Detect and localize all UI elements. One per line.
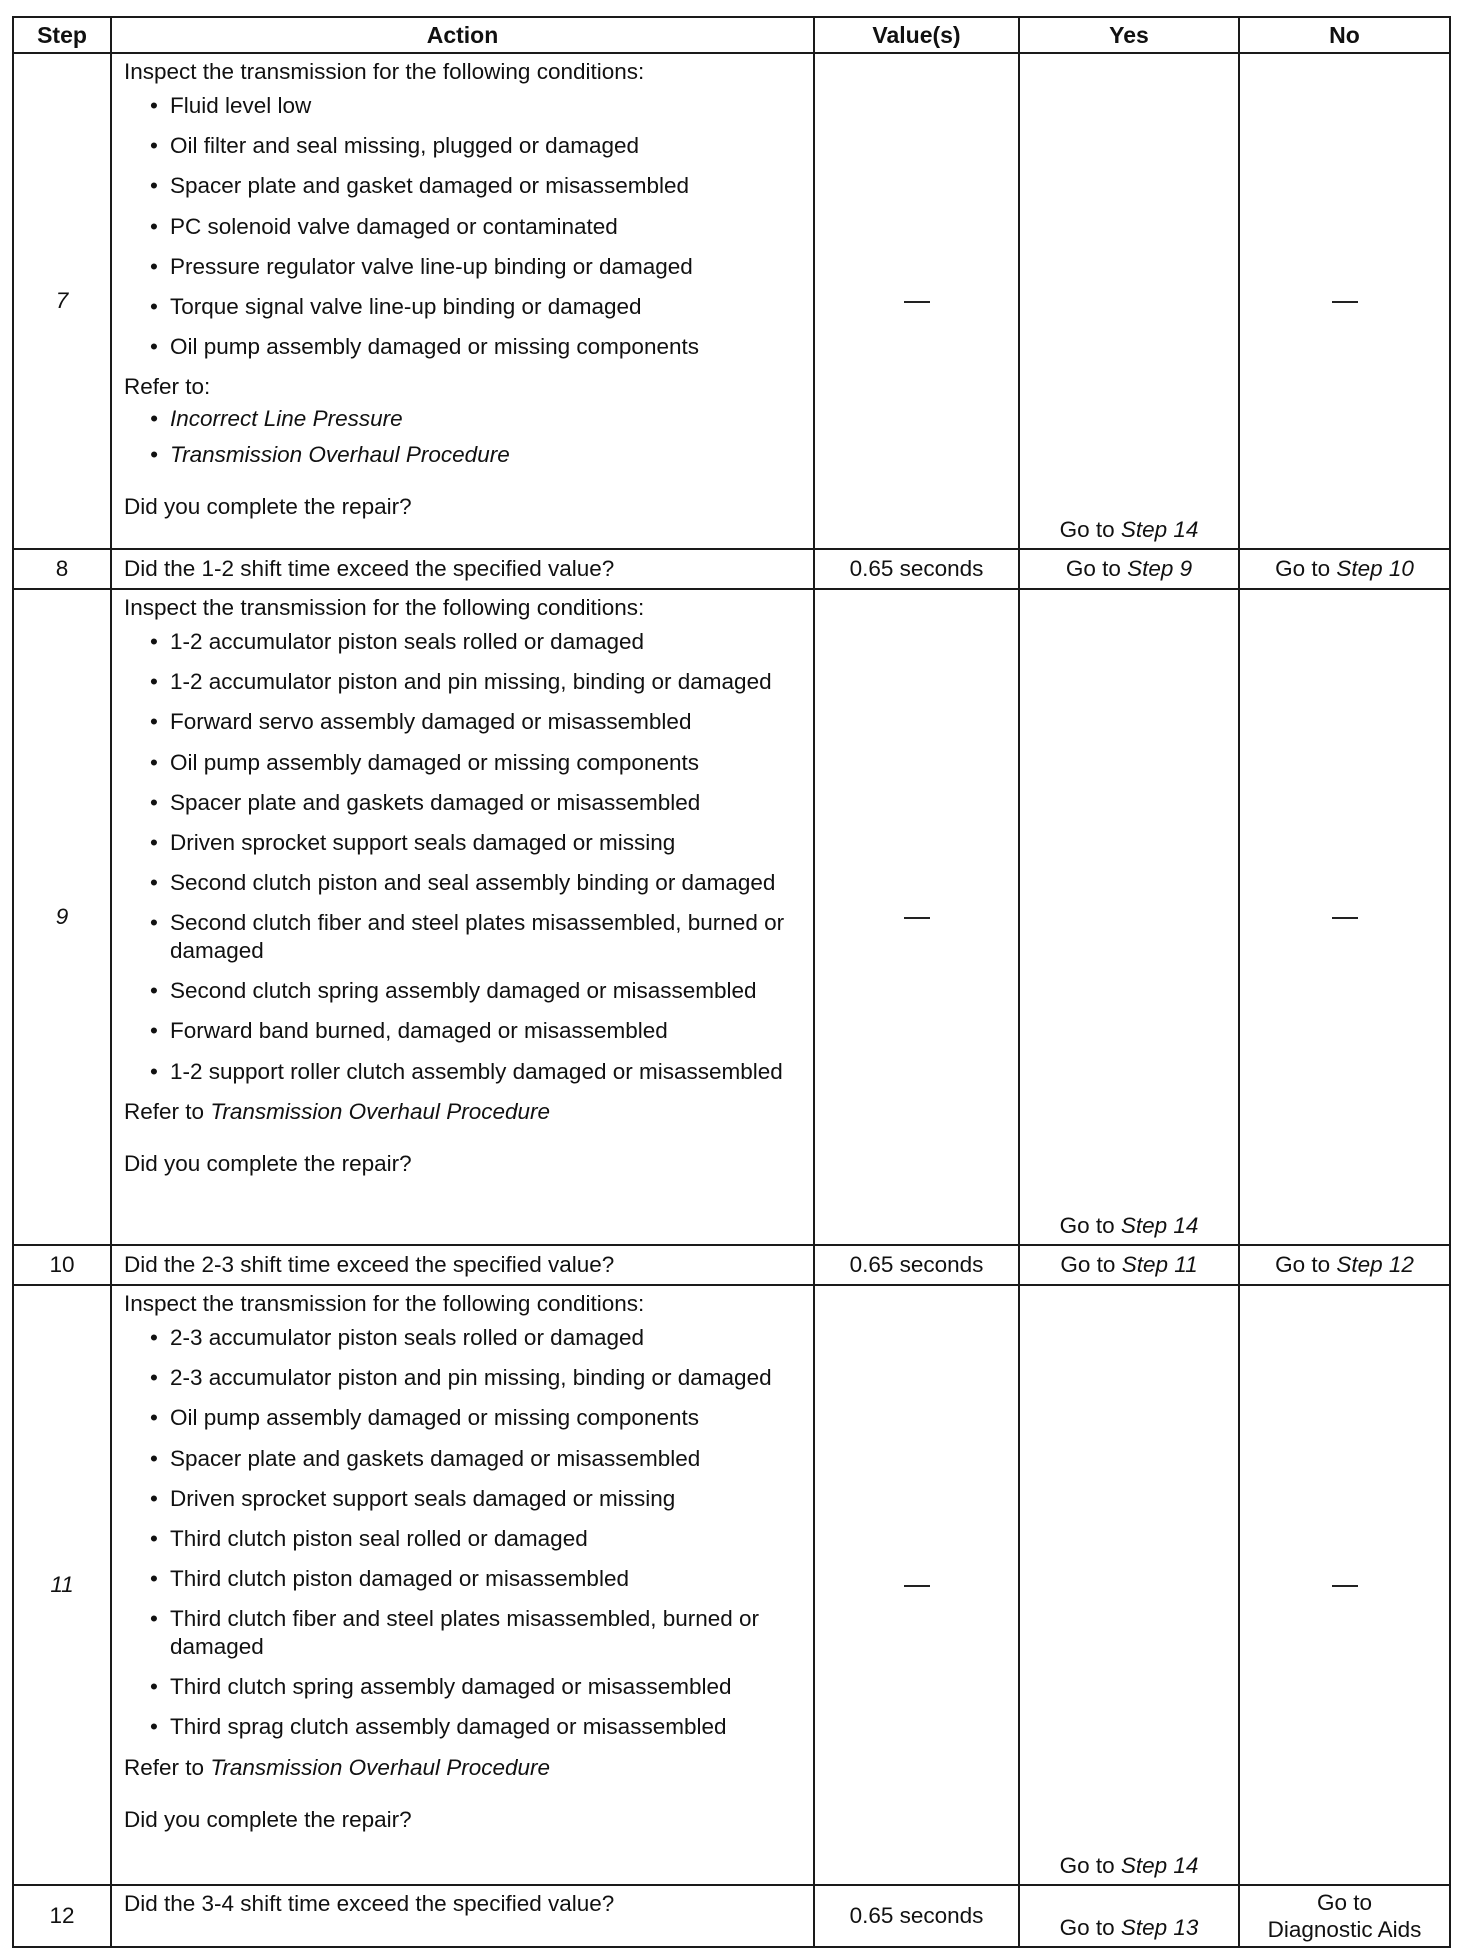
step-number: 10 <box>13 1245 111 1285</box>
list-item: • 1-2 accumulator piston seals rolled or damaged <box>124 628 803 656</box>
repair-question: Did you complete the repair? <box>124 1806 412 1832</box>
reference-list <box>124 405 803 469</box>
list-item: • Second clutch fiber and steel plates misassembled, burned or damaged <box>124 909 803 965</box>
list-item: • Torque signal valve line-up binding or damaged <box>124 293 803 321</box>
list-item: • Oil pump assembly damaged or missing components <box>124 749 803 777</box>
table-row-step-7 <box>13 53 1450 549</box>
go-to-text: Go to <box>1275 1251 1331 1277</box>
go-to-text: Go to <box>1059 1852 1115 1878</box>
list-item: • 2-3 accumulator piston seals rolled or damaged <box>124 1324 803 1352</box>
yes-cell <box>1019 549 1239 589</box>
refer-to-label: Refer to: <box>124 374 211 399</box>
table-row-step-12 <box>13 1885 1450 1947</box>
dash <box>1332 1585 1358 1587</box>
go-to-text: Go to <box>1060 1251 1116 1277</box>
action-cell <box>111 1285 814 1885</box>
step-number: 7 <box>13 53 111 549</box>
list-item: • Third clutch spring assembly damaged or misassembled <box>124 1673 803 1701</box>
list-item: • Third clutch piston damaged or misassembled <box>124 1565 803 1593</box>
step-number: 11 <box>13 1285 111 1885</box>
go-to-text: Go to <box>1316 1890 1373 1915</box>
yes-cell <box>1019 1885 1239 1947</box>
action-cell: Did the 1-2 shift time exceed the specified value? <box>111 549 814 589</box>
list-item: • Second clutch piston and seal assembly binding or damaged <box>124 869 803 897</box>
list-item: • Driven sprocket support seals damaged or missing <box>124 829 803 857</box>
value-cell: 0.65 seconds <box>814 1245 1019 1285</box>
yes-cell <box>1019 53 1239 549</box>
repair-question: Did you complete the repair? <box>124 494 412 520</box>
refer-to-line <box>124 1098 803 1126</box>
action-cell: Did the 3-4 shift time exceed the specified value? <box>111 1885 814 1947</box>
reference-item: • Incorrect Line Pressure <box>124 405 803 433</box>
action-cell <box>111 53 814 549</box>
value-cell <box>814 1285 1019 1885</box>
value-cell: 0.65 seconds <box>814 549 1019 589</box>
diagnostic-aids-link: Diagnostic Aids <box>1267 1917 1422 1942</box>
list-item: • Oil pump assembly damaged or missing components <box>124 333 803 361</box>
go-to-text: Go to <box>1275 555 1331 581</box>
inspect-intro: Inspect the transmission for the following conditions: <box>124 59 645 84</box>
condition-list <box>124 92 803 361</box>
inspect-intro: Inspect the transmission for the following conditions: <box>124 1291 645 1316</box>
step-link: Step 14 <box>1120 1852 1199 1878</box>
list-item: • 1-2 support roller clutch assembly damaged or misassembled <box>124 1058 803 1086</box>
no-cell <box>1239 1245 1450 1285</box>
list-item: • Third clutch fiber and steel plates misassembled, burned or damaged <box>124 1605 803 1661</box>
step-link: Step 10 <box>1336 555 1414 581</box>
list-item: • Pressure regulator valve line-up binding or damaged <box>124 253 803 281</box>
yes-cell <box>1019 1245 1239 1285</box>
action-cell <box>111 589 814 1245</box>
header-yes: Yes <box>1019 17 1239 53</box>
yes-cell <box>1019 1285 1239 1885</box>
dash <box>904 301 930 303</box>
header-values: Value(s) <box>814 17 1019 53</box>
step-number: 12 <box>13 1885 111 1947</box>
go-to-text: Go to <box>1059 1212 1115 1238</box>
step-number: 8 <box>13 549 111 589</box>
dash <box>1332 301 1358 303</box>
list-item: • Third sprag clutch assembly damaged or misassembled <box>124 1713 803 1741</box>
table-row-step-11 <box>13 1285 1450 1885</box>
no-cell <box>1239 589 1450 1245</box>
condition-list <box>124 1324 803 1741</box>
refer-to-label: Refer to <box>124 1754 205 1780</box>
table-row-step-10 <box>13 1245 1450 1285</box>
reference-item: • Transmission Overhaul Procedure <box>124 441 803 469</box>
dash <box>1332 917 1358 919</box>
list-item: • Fluid level low <box>124 92 803 120</box>
value-cell <box>814 53 1019 549</box>
repair-question: Did you complete the repair? <box>124 1150 412 1176</box>
list-item: • PC solenoid valve damaged or contaminated <box>124 213 803 241</box>
reference-item: Transmission Overhaul Procedure <box>210 1754 551 1780</box>
list-item: • Forward servo assembly damaged or misassembled <box>124 708 803 736</box>
list-item: • Spacer plate and gaskets damaged or misassembled <box>124 1445 803 1473</box>
step-link: Step 11 <box>1121 1251 1198 1277</box>
refer-to-label: Refer to <box>124 1098 205 1124</box>
no-cell <box>1239 1285 1450 1885</box>
step-link: Step 14 <box>1120 1212 1199 1238</box>
table-row-step-8 <box>13 549 1450 589</box>
list-item: • Oil pump assembly damaged or missing components <box>124 1404 803 1432</box>
header-step: Step <box>13 17 111 53</box>
inspect-intro: Inspect the transmission for the following conditions: <box>124 595 645 620</box>
header-action: Action <box>111 17 814 53</box>
list-item: • 1-2 accumulator piston and pin missing, binding or damaged <box>124 668 803 696</box>
list-item: • Oil filter and seal missing, plugged or damaged <box>124 132 803 160</box>
no-cell <box>1239 53 1450 549</box>
table-row-step-9 <box>13 589 1450 1245</box>
condition-list <box>124 628 803 1086</box>
list-item: • Forward band burned, damaged or misassembled <box>124 1017 803 1045</box>
reference-item: Transmission Overhaul Procedure <box>210 1098 551 1124</box>
step-link: Step 13 <box>1120 1914 1199 1940</box>
action-cell: Did the 2-3 shift time exceed the specified value? <box>111 1245 814 1285</box>
no-cell <box>1239 549 1450 589</box>
go-to-text: Go to <box>1065 555 1121 581</box>
step-link: Step 12 <box>1336 1251 1414 1277</box>
list-item: • Second clutch spring assembly damaged or misassembled <box>124 977 803 1005</box>
list-item: • Driven sprocket support seals damaged or missing <box>124 1485 803 1513</box>
value-cell: 0.65 seconds <box>814 1885 1019 1947</box>
header-row <box>13 17 1450 53</box>
value-cell <box>814 589 1019 1245</box>
step-link: Step 14 <box>1120 516 1199 542</box>
dash <box>904 1585 930 1587</box>
list-item: • 2-3 accumulator piston and pin missing, binding or damaged <box>124 1364 803 1392</box>
header-no: No <box>1239 17 1450 53</box>
step-link: Step 9 <box>1127 555 1193 581</box>
diagnostic-table <box>12 16 1451 1948</box>
yes-cell <box>1019 589 1239 1245</box>
go-to-text: Go to <box>1059 1914 1115 1940</box>
refer-to-line <box>124 1754 803 1782</box>
dash <box>904 917 930 919</box>
no-cell <box>1239 1885 1450 1947</box>
list-item: • Third clutch piston seal rolled or damaged <box>124 1525 803 1553</box>
step-number: 9 <box>13 589 111 1245</box>
list-item: • Spacer plate and gaskets damaged or misassembled <box>124 789 803 817</box>
list-item: • Spacer plate and gasket damaged or misassembled <box>124 172 803 200</box>
go-to-text: Go to <box>1059 516 1115 542</box>
